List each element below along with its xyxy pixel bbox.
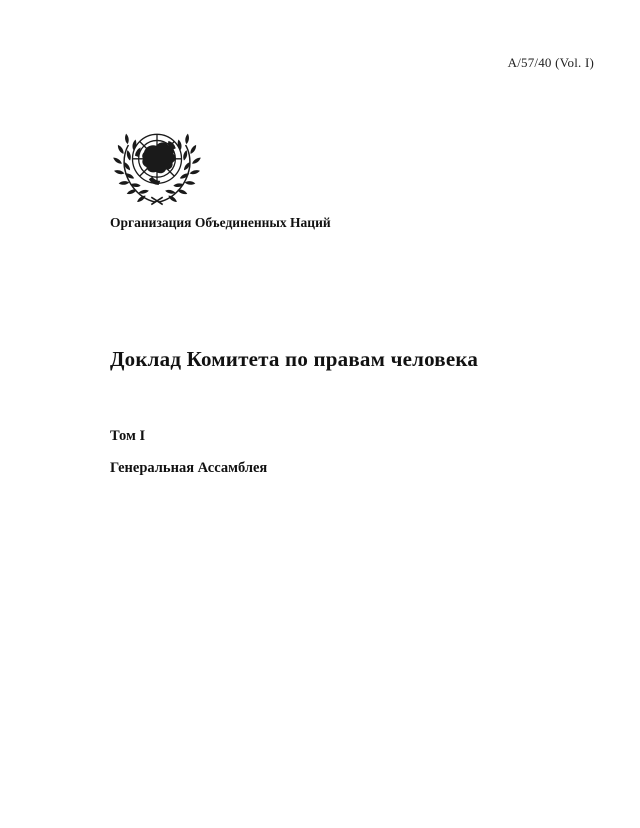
document-symbol: A/57/40 (Vol. I) bbox=[507, 55, 594, 70]
organization-name: Организация Объединенных Наций bbox=[110, 215, 331, 230]
document-title: Доклад Комитета по правам человека bbox=[110, 347, 479, 371]
un-emblem-icon bbox=[108, 124, 206, 210]
assembly-label: Генеральная Ассамблея bbox=[110, 460, 268, 476]
volume-label: Том I bbox=[110, 428, 146, 444]
